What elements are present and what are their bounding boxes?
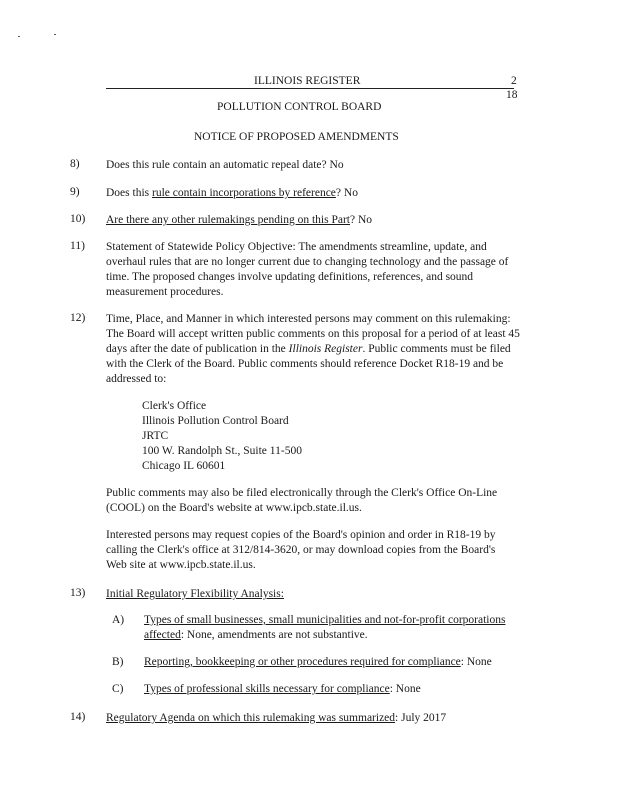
address-line: JRTC (142, 430, 169, 442)
item-line: measurement procedures. (106, 286, 224, 298)
scan-speck (18, 36, 20, 37)
notice-title: NOTICE OF PROPOSED AMENDMENTS (194, 131, 399, 143)
item-number: 14) (70, 711, 86, 723)
sub-item-line: Reporting, bookkeeping or other procedures required for compliance: None (144, 656, 492, 668)
address-line: Chicago IL 60601 (142, 460, 226, 472)
sub-item-line: affected: None, amendments are not substantive. (144, 629, 368, 641)
register-title: ILLINOIS REGISTER (254, 75, 361, 87)
address-line: 100 W. Randolph St., Suite 11-500 (142, 445, 302, 457)
item-number: 11) (70, 240, 85, 252)
item-text: Initial Regulatory Flexibility Analysis: (106, 588, 284, 600)
item-line: time. The proposed changes involve updating definitions, references, and sound (106, 271, 474, 283)
item-text: Are there any other rulemakings pending on this Part? No (106, 214, 373, 226)
page-number: 2 (511, 75, 517, 87)
agency-name: POLLUTION CONTROL BOARD (217, 101, 382, 113)
item-line: overhaul rules that are no longer current due to changing technology and the passage of (106, 256, 509, 268)
sub-item-label: A) (112, 614, 125, 626)
item-text: Does this rule contain incorporations by reference? No (106, 187, 358, 199)
sub-item-line: Types of professional skills necessary for compliance: None (144, 683, 421, 695)
item-line: calling the Clerk's office at 312/814-3620, or may download copies from the Board's (106, 544, 496, 556)
address-line: Clerk's Office (142, 400, 207, 412)
item-line: The Board will accept written public comments on this proposal for a period of at least 45 (106, 328, 520, 340)
sub-item-label: C) (112, 683, 124, 695)
sub-item-label: B) (112, 656, 124, 668)
item-number: 10) (70, 213, 86, 225)
address-line: Illinois Pollution Control Board (142, 415, 289, 427)
item-text: Does this rule contain an automatic repeal date? No (106, 159, 344, 171)
scan-speck (54, 34, 56, 35)
item-line: Statement of Statewide Policy Objective: The amendments streamline, update, and (106, 241, 487, 253)
item-number: 8) (70, 158, 80, 170)
header-rule (106, 88, 514, 89)
sub-item-line: Types of small businesses, small municipalities and not-for-profit corporations (144, 614, 506, 626)
item-line: Public comments may also be filed electronically through the Clerk's Office On-Line (106, 487, 498, 499)
issue-number: 18 (506, 89, 518, 101)
item-line: addressed to: (106, 373, 167, 385)
item-line: Interested persons may request copies of the Board's opinion and order in R18-19 by (106, 529, 496, 541)
item-line: with the Clerk of the Board. Public comments should reference Docket R18-19 and be (106, 358, 504, 370)
item-number: 13) (70, 587, 86, 599)
item-line: (COOL) on the Board's website at www.ipcb.state.il.us. (106, 502, 362, 514)
item-number: 9) (70, 186, 80, 198)
item-number: 12) (70, 312, 86, 324)
item-text: Regulatory Agenda on which this rulemaking was summarized: July 2017 (106, 712, 447, 724)
item-line: days after the date of publication in the Illinois Register. Public comments must be filed (106, 343, 511, 355)
item-line: Web site at www.ipcb.state.il.us. (106, 559, 256, 571)
item-line: Time, Place, and Manner in which interested persons may comment on this rulemaking: (106, 313, 511, 325)
